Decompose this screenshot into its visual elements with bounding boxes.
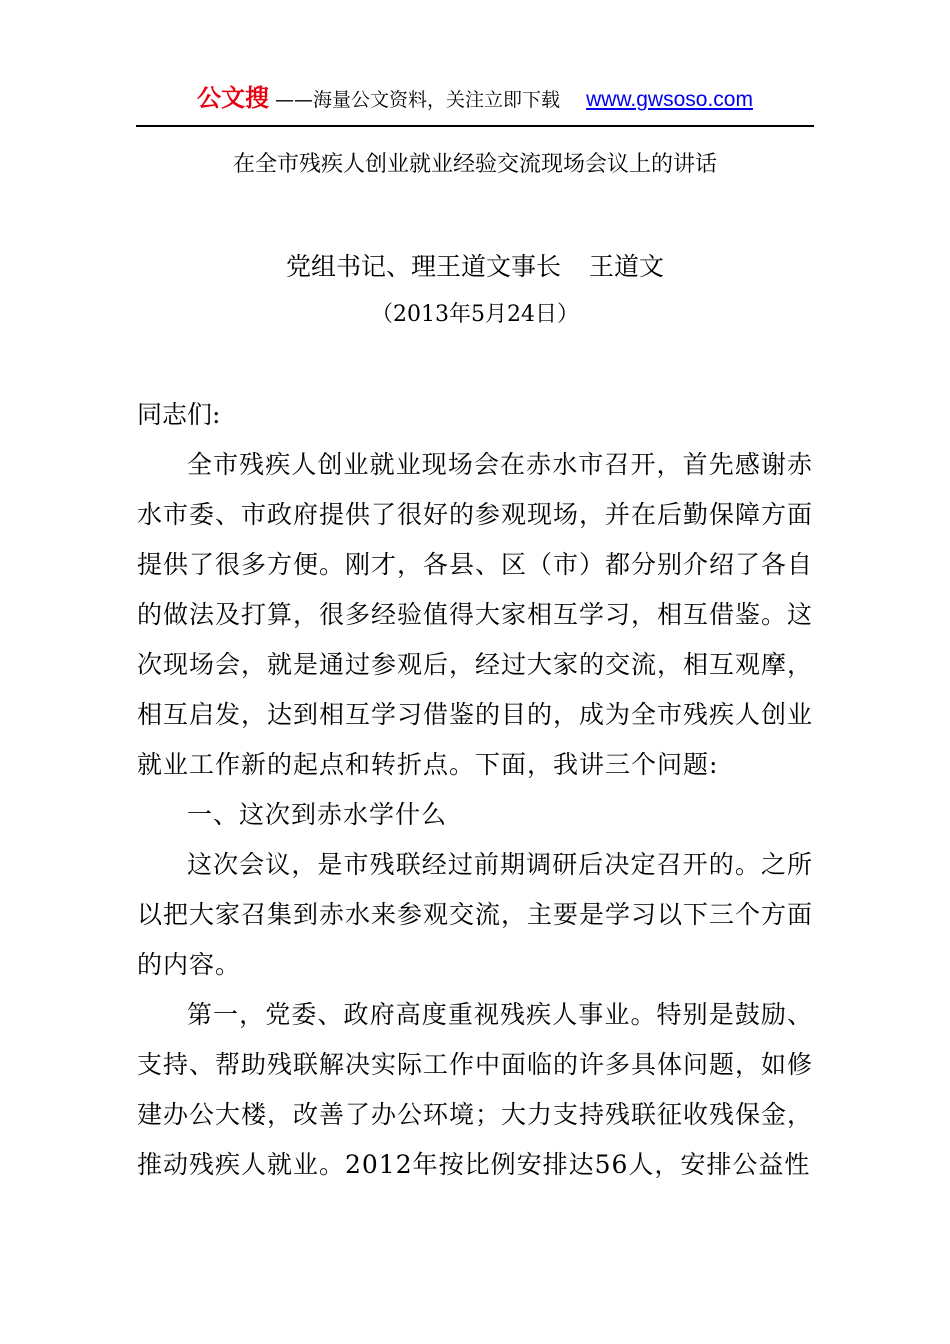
paragraph: 这次会议，是市残联经过前期调研后决定召开的。之所以把大家召集到赤水来参观交流，主要是学习以下三个方面的内容。: [137, 850, 814, 979]
header-slogan: ——海量公文资料，关注立即下载: [275, 89, 561, 111]
website-link[interactable]: www.gwsoso.com: [586, 88, 753, 111]
paragraph: 第一，党委、政府高度重视残疾人事业。特别是鼓励、支持、帮助残联解决实际工作中面临的许多具体问题，如修建办公大楼，改善了办公环境；大力支持残联征收残保金，推动残疾人就业。2012年按比例安排达56人，安排公益性: [137, 1000, 814, 1179]
page-header: [0, 78, 950, 113]
paragraph: 全市残疾人创业就业现场会在赤水市召开，首先感谢赤水市委、市政府提供了很好的参观现场，并在后勤保障方面提供了很多方便。刚才，各县、区（市）都分别介绍了各自的做法及打算，很多经验值得大家相互学习，相互借鉴。这次现场会，就是通过参观后，经过大家的交流，相互观摩，相互启发，达到相互学习借鉴的目的，成为全市残疾人创业就业工作新的起点和转折点。下面，我讲三个问题:: [137, 450, 814, 779]
document-body: [137, 440, 813, 1190]
brand-logo-text: 公文搜: [197, 84, 270, 112]
document-title: 在全市残疾人创业就业经验交流现场会议上的讲话: [232, 152, 717, 177]
document-date: （2013年5月24日）: [371, 302, 579, 327]
header-divider: [136, 125, 814, 127]
salutation: 同志们:: [137, 400, 221, 429]
section-heading: 一、这次到赤水学什么: [187, 800, 448, 829]
author-name: 王道文: [589, 252, 665, 281]
author-line: [0, 247, 950, 283]
author-position: 党组书记、理王道文事长: [285, 252, 561, 281]
